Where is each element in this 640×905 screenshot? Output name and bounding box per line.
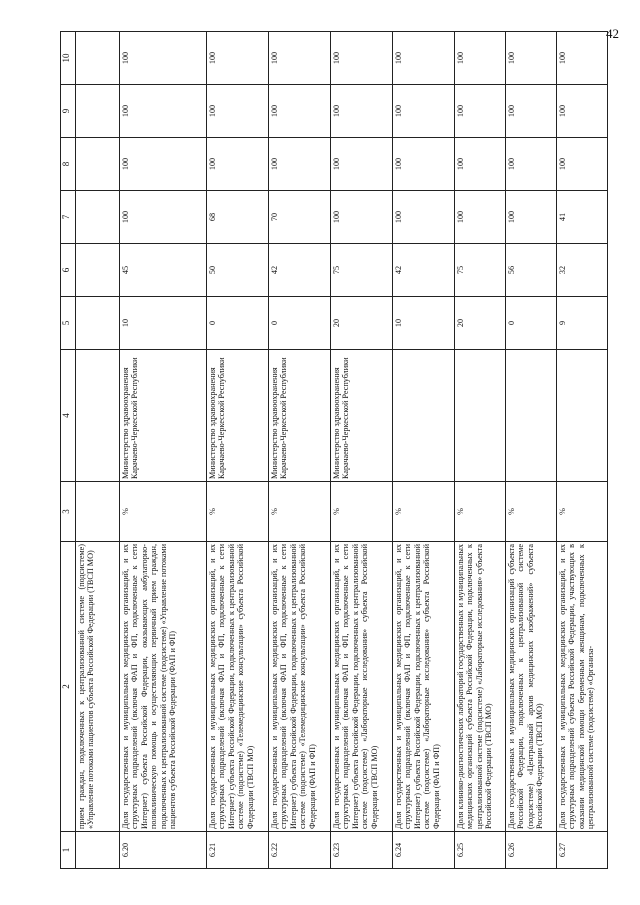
indicator-text: Доля государственных и муниципальных медицинских организаций, и их структурных подразделений (включая ФАП и ФП, подключенные к сети Интернет) субъекта Российской Федерации, подключенных к централизованной системе (подсистеме) «Телемедицинские консультации» субъекта Российской Федерации (ФАП и ФП) [269, 542, 331, 832]
row-number: 6.22 [269, 832, 331, 869]
value-cell: 100 [207, 138, 269, 191]
value-cell: 100 [506, 32, 557, 85]
value-cell: 100 [120, 191, 207, 244]
value-cell: 75 [331, 244, 393, 297]
value-cell: 100 [269, 32, 331, 85]
value-cell: 50 [207, 244, 269, 297]
value-cell: 100 [269, 138, 331, 191]
value-cell: 68 [207, 191, 269, 244]
rotated-table-container [60, 32, 596, 869]
responsible-cell [393, 350, 455, 482]
header-cell: 7 [61, 191, 76, 244]
table-row [207, 32, 269, 869]
value-cell: 100 [557, 138, 608, 191]
value-cell: 100 [506, 85, 557, 138]
value-cell: 42 [269, 244, 331, 297]
indicator-text: Доля государственных и муниципальных медицинских организаций субъекта Российской Федерации, подключенных к централизованной системе (подсистеме) «Центральный архив медицинских изображений» субъекта Российской Федерации (ТВСП МО) [506, 542, 557, 832]
table-row [455, 32, 506, 869]
indicator-text: Доля государственных и муниципальных медицинских организаций, и их структурных подразделений (включая ФАП и ФП, подключенные к сети Интернет) субъекта Российской Федерации, подключенных к централизованной системе (подсистеме) «Лабораторные исследования» субъекта Российской Федерации (ТВСП МО) [331, 542, 393, 832]
value-cell: 100 [207, 85, 269, 138]
table-row [393, 32, 455, 869]
value-cell: 56 [506, 244, 557, 297]
value-cell: 45 [120, 244, 207, 297]
value-cell: 100 [393, 138, 455, 191]
header-cell: 2 [61, 542, 76, 832]
value-cell [76, 244, 120, 297]
value-cell: 0 [269, 297, 331, 350]
responsible-cell [455, 350, 506, 482]
header-cell: 3 [61, 482, 76, 542]
responsible-cell [506, 350, 557, 482]
value-cell: 100 [331, 138, 393, 191]
value-cell [76, 191, 120, 244]
unit-cell: % [455, 482, 506, 542]
value-cell: 100 [506, 191, 557, 244]
value-cell: 100 [269, 85, 331, 138]
value-cell: 100 [207, 32, 269, 85]
row-number [76, 832, 120, 869]
value-cell: 100 [506, 138, 557, 191]
unit-cell: % [269, 482, 331, 542]
responsible-cell: Министерство здравоохранения Карачаево-Черкесской Республики [207, 350, 269, 482]
row-number: 6.24 [393, 832, 455, 869]
value-cell: 100 [455, 32, 506, 85]
value-cell: 42 [393, 244, 455, 297]
value-cell: 100 [393, 191, 455, 244]
value-cell: 75 [455, 244, 506, 297]
table-row [331, 32, 393, 869]
value-cell [76, 85, 120, 138]
responsible-cell [76, 350, 120, 482]
value-cell: 100 [455, 191, 506, 244]
unit-cell: % [207, 482, 269, 542]
value-cell: 0 [506, 297, 557, 350]
value-cell: 100 [393, 32, 455, 85]
unit-cell: % [393, 482, 455, 542]
header-cell: 4 [61, 350, 76, 482]
value-cell [76, 32, 120, 85]
row-number: 6.20 [120, 832, 207, 869]
table-row [76, 32, 120, 869]
table-row [269, 32, 331, 869]
responsible-cell: Министерство здравоохранения Карачаево-Черкесской Республики [269, 350, 331, 482]
value-cell: 100 [120, 85, 207, 138]
table-row [557, 32, 608, 869]
table-row [120, 32, 207, 869]
value-cell: 10 [393, 297, 455, 350]
value-cell: 100 [557, 32, 608, 85]
responsible-cell: Министерство здравоохранения Карачаево-Черкесской Республики [331, 350, 393, 482]
value-cell: 100 [455, 85, 506, 138]
value-cell: 20 [331, 297, 393, 350]
unit-cell: % [331, 482, 393, 542]
indicator-text: Доля клинико-диагностических лабораторий государственных и муниципальных медицинских организаций субъекта Российской Федерации, подключенных к централизованной системе (подсистеме) «Лабораторные исследования» субъекта Российской Федерации (ТВСП МО) [455, 542, 506, 832]
row-number: 6.23 [331, 832, 393, 869]
value-cell: 100 [557, 85, 608, 138]
header-cell: 5 [61, 297, 76, 350]
value-cell: 100 [393, 85, 455, 138]
indicator-text: Доля государственных и муниципальных медицинских организаций, и их структурных подразделений (включая ФАП и ФП, подключенные к сети Интернет) субъекта Российской Федерации, оказывающих амбулаторно-поликлиническую помощь и осуществляющих первичный прием граждан, подключенных к централизованной системе (подсистеме) «Управление потоками пациентов субъекта Российской Федерации (ФАП и ФП) [120, 542, 207, 832]
unit-cell [76, 482, 120, 542]
value-cell: 0 [207, 297, 269, 350]
value-cell: 70 [269, 191, 331, 244]
header-row [61, 32, 76, 869]
header-cell: 10 [61, 32, 76, 85]
value-cell: 9 [557, 297, 608, 350]
header-cell: 1 [61, 832, 76, 869]
row-number: 6.26 [506, 832, 557, 869]
unit-cell: % [120, 482, 207, 542]
responsible-cell: Министерство здравоохранения Карачаево-Черкесской Республики [120, 350, 207, 482]
row-number: 6.21 [207, 832, 269, 869]
unit-cell: % [557, 482, 608, 542]
indicator-text: Доля государственных и муниципальных медицинских организаций, и их структурных подразделений (включая ФАП и ФП, подключенные к сети Интернет) субъекта Российской Федерации, подключенных к централизованной системе (подсистеме) «Лабораторные исследования» субъекта Российской Федерации (ФАП и ФП) [393, 542, 455, 832]
value-cell: 10 [120, 297, 207, 350]
indicator-text: прием граждан, подключенных к централизованной системе (подсистеме) «Управление потоками пациентов субъекта Российской Федерации (ТВСП МО) [76, 542, 120, 832]
header-cell: 8 [61, 138, 76, 191]
header-cell: 9 [61, 85, 76, 138]
indicator-text: Доля государственных и муниципальных медицинских организаций, и их структурных подразделений (включая ФАП и ФП, подключенные к сети Интернет) субъекта Российской Федерации, подключенных к централизованной системе (подсистеме) «Телемедицинские консультации» субъекта Российской Федерации (ТВСП МО) [207, 542, 269, 832]
value-cell: 20 [455, 297, 506, 350]
indicators-table [60, 31, 608, 869]
value-cell: 100 [331, 191, 393, 244]
row-number: 6.27 [557, 832, 608, 869]
value-cell: 32 [557, 244, 608, 297]
responsible-cell [557, 350, 608, 482]
value-cell: 100 [331, 85, 393, 138]
indicator-text: Доля государственных и муниципальных медицинских организаций, и их структурных подразделений субъекта Российской Федерации, участвующих в оказании медицинской помощи беременным женщинам, подключенных к централизованной системе (подсистеме) «Организа- [557, 542, 608, 832]
value-cell [76, 297, 120, 350]
value-cell: 100 [455, 138, 506, 191]
header-cell: 6 [61, 244, 76, 297]
unit-cell: % [506, 482, 557, 542]
value-cell: 100 [120, 138, 207, 191]
table-row [506, 32, 557, 869]
value-cell [76, 138, 120, 191]
value-cell: 100 [331, 32, 393, 85]
value-cell: 41 [557, 191, 608, 244]
page-number: 42 [606, 26, 619, 41]
value-cell: 100 [120, 32, 207, 85]
row-number: 6.25 [455, 832, 506, 869]
